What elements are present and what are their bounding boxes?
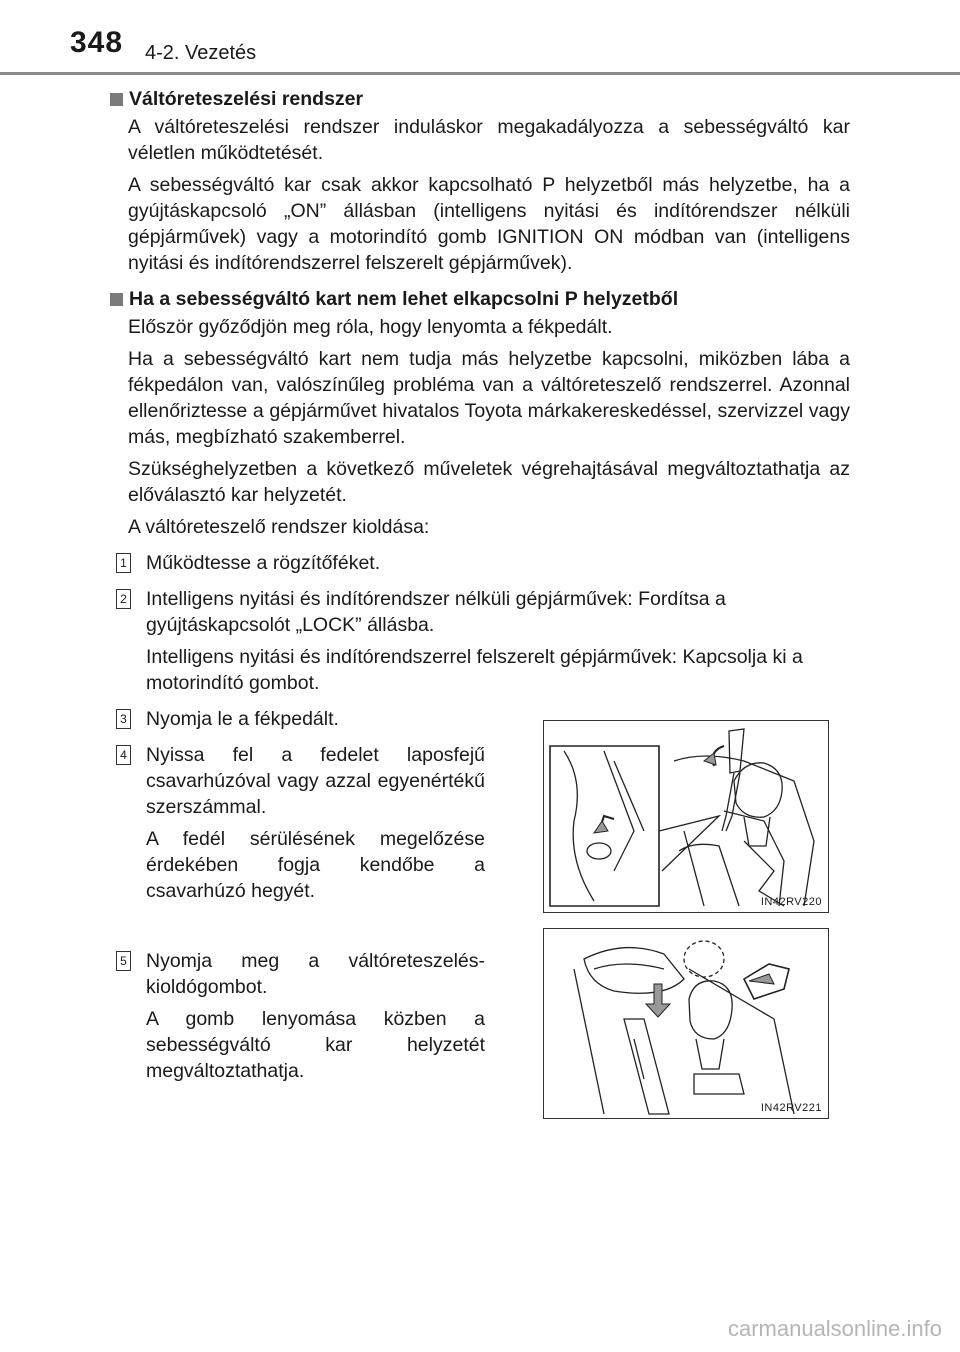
paragraph: A sebességváltó kar csak akkor kapcsolható P helyzetből más helyzetbe, ha a gyújtáskapcsoló „ON” állásban (intelligens nyitási és indítórendszer nélküli gépjárművek) vagy a motorindító gomb IGNITION ON módban van (intelligens nyitási és indítórendszerrel felszerelt gépjárművek). xyxy=(128,174,850,274)
section-title: 4-2. Vezetés xyxy=(145,42,257,64)
step-4 xyxy=(110,742,485,938)
screwdriver-cover-illustration xyxy=(544,721,828,912)
step-text: Nyissa fel a fedelet laposfejű csavarhúzóval vagy azzal egyenértékű szerszámmal. xyxy=(146,744,485,818)
figure-code: IN42RV220 xyxy=(760,896,822,908)
page-number: 348 xyxy=(70,26,124,59)
step-number: 5 xyxy=(116,951,131,971)
step-number: 3 xyxy=(116,709,131,729)
step-number: 2 xyxy=(116,589,131,609)
step-number: 4 xyxy=(116,745,131,765)
section-heading-cannot-shift: Ha a sebességváltó kart nem lehet elkapcsolni P helyzetből xyxy=(110,286,850,312)
step-text: Nyomja le a fékpedált. xyxy=(146,708,339,730)
paragraph: Ha a sebességváltó kart nem tudja más helyzetbe kapcsolni, miközben lába a fékpedálon van, valószínűleg probléma van a váltóreteszelő rendszerrel. Azonnal ellenőriztesse a gépjárművet hivatalos Toyota márkakereskedéssel, szervizzel vagy más, megbízható szakemberrel. xyxy=(128,348,850,448)
step-2 xyxy=(110,586,850,696)
square-bullet-icon xyxy=(110,293,123,306)
square-bullet-icon xyxy=(110,93,123,106)
paragraph: Először győződjön meg róla, hogy lenyomta a fékpedált. xyxy=(128,316,613,338)
header-divider xyxy=(0,72,960,75)
watermark: carmanualsonline.info xyxy=(727,1316,942,1341)
section-heading-interlock: Váltóreteszelési rendszer xyxy=(110,86,850,112)
step-text: Intelligens nyitási és indítórendszer nélküli gépjárművek: Fordítsa a gyújtáskapcsolót „LOCK” állásba. xyxy=(146,588,726,636)
paragraph: A váltóreteszelő rendszer kioldása: xyxy=(128,516,430,538)
paragraph: A váltóreteszelési rendszer induláskor megakadályozza a sebességváltó kar véletlen működtetését. xyxy=(128,116,850,164)
page-header xyxy=(0,0,960,78)
step-text: Működtesse a rögzítőféket. xyxy=(146,552,381,574)
paragraph: Szükséghelyzetben a következő műveletek végrehajtásával megváltoztathatja az előválasztó kar helyzetét. xyxy=(128,458,850,506)
step-1 xyxy=(110,550,850,576)
step-subtext: A gomb lenyomása közben a sebességváltó kar helyzetét megváltoztathatja. xyxy=(146,1008,485,1082)
figure-open-cover xyxy=(543,720,829,913)
figure-press-release xyxy=(543,928,829,1119)
step-text: Nyomja meg a váltóreteszelés-kioldógombot. xyxy=(146,950,485,998)
step-5 xyxy=(110,948,485,1084)
shift-release-illustration xyxy=(544,929,828,1118)
step-subtext: Intelligens nyitási és indítórendszerrel felszerelt gépjárművek: Kapcsolja ki a motorindító gombot. xyxy=(146,646,803,694)
step-subtext: A fedél sérülésének megelőzése érdekében fogja kendőbe a csavarhúzó hegyét. xyxy=(146,828,485,902)
figure-code: IN42RV221 xyxy=(760,1102,822,1114)
step-number: 1 xyxy=(116,553,131,573)
